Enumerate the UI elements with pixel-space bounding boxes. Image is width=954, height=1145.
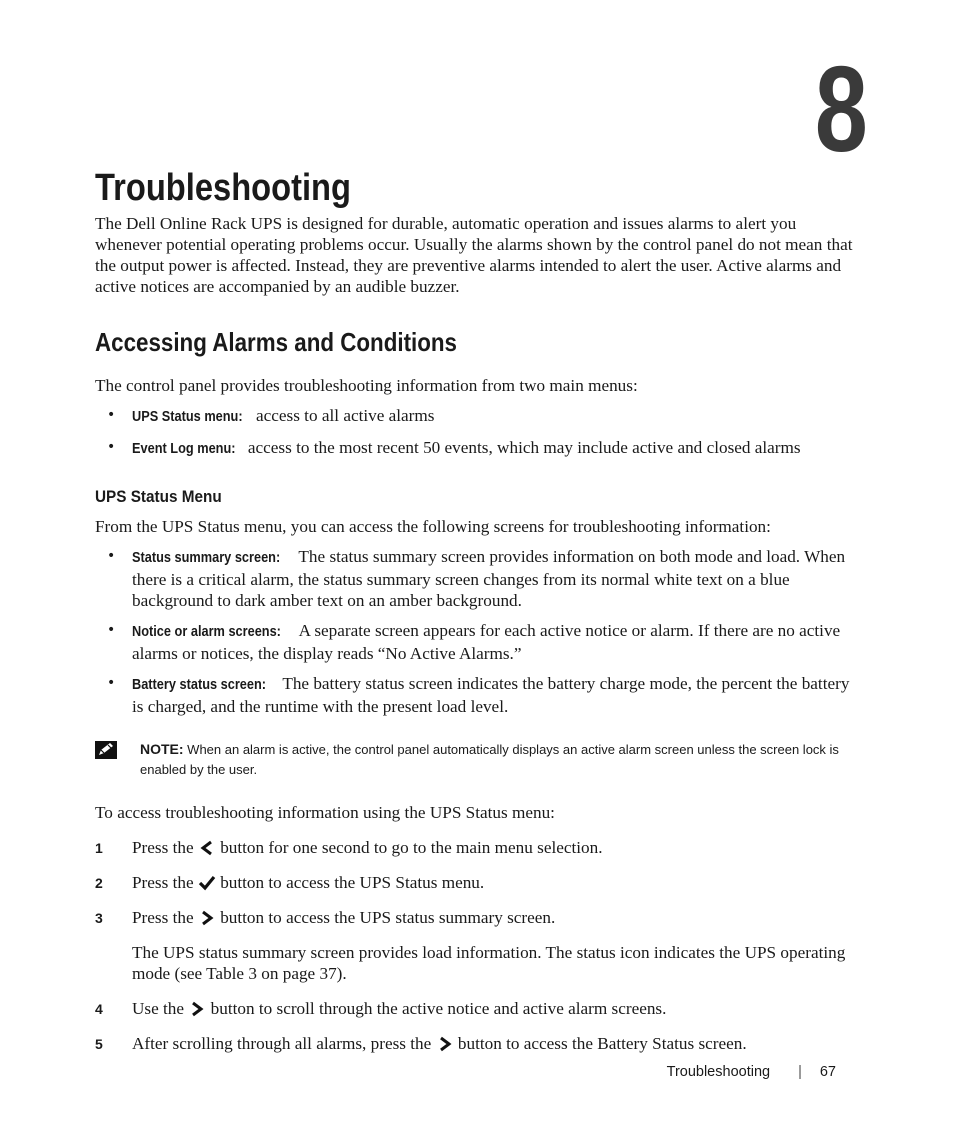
step-text-after: button to access the UPS status summary screen. [215, 908, 556, 927]
screen-list [95, 546, 855, 717]
step-item [95, 998, 855, 1019]
list-item-text: The status summary screen provides information on both mode and load. When there is a critical alarm, the status summary screen changes from its normal white text on a blue background to dark amber text on an amber background. [132, 547, 846, 610]
note-text [140, 739, 855, 780]
chevron-right-icon [436, 1036, 454, 1052]
list-item-text: The battery status screen indicates the battery charge mode, the percent the battery is charged, and the runtime with the present load level. [132, 674, 850, 716]
step-item [95, 907, 855, 928]
menu-list [95, 405, 855, 460]
list-item: • Event Log menu: access to the most recent 50 events, which may include active and closed alarms [95, 437, 855, 460]
step-text-before: Use the [132, 999, 185, 1018]
list-item-term: Battery status screen: [132, 677, 267, 693]
note-body: When an alarm is active, the control panel automatically displays an active alarm screen unless the screen lock is enabled by the user. [140, 742, 839, 777]
list-item-text: access to all active alarms [251, 406, 435, 425]
step-text-after: button for one second to go to the main menu selection. [215, 838, 603, 857]
footer-separator: | [798, 1064, 802, 1080]
subsection-heading: UPS Status Menu [95, 487, 222, 506]
list-item-text: A separate screen appears for each active notice or alarm. If there are no active alarms or notices, the display reads “No Active Alarms.” [132, 621, 841, 663]
list-item-term: Status summary screen: [132, 550, 281, 566]
step-number: 5 [95, 1036, 103, 1052]
step-text-before: After scrolling through all alarms, press the [132, 1034, 432, 1053]
list-item-term: Event Log menu: [132, 441, 236, 457]
step-number: 1 [95, 840, 103, 856]
chevron-right-icon [188, 1001, 206, 1017]
footer-section-name: Troubleshooting [666, 1064, 771, 1080]
chapter-title: Troubleshooting [95, 167, 351, 209]
page-number: 67 [819, 1064, 836, 1080]
section-heading: Accessing Alarms and Conditions [95, 327, 457, 357]
page-footer [667, 1064, 836, 1080]
note-label: NOTE: [140, 741, 184, 757]
chevron-right-icon [198, 910, 216, 926]
step-text-after: button to access the UPS Status menu. [215, 873, 485, 892]
step-text-after: button to access the Battery Status screen. [453, 1034, 747, 1053]
steps-lead: To access troubleshooting information using the UPS Status menu: [95, 803, 555, 822]
step-item [95, 1033, 855, 1054]
list-item: • UPS Status menu: access to all active alarms [95, 405, 855, 428]
chapter-number: 8 [815, 41, 868, 177]
step-detail: The UPS status summary screen provides load information. The status icon indicates the UPS operating mode (see Table 3 on page 37). [132, 943, 846, 983]
step-number: 3 [95, 910, 103, 926]
step-item [95, 872, 855, 893]
list-item: • Battery status screen: The battery status screen indicates the battery charge mode, the percent the battery is charged, and the runtime with the present load level. [107, 674, 850, 716]
steps-list [95, 837, 855, 928]
step-text-before: Press the [132, 873, 194, 892]
step-text-after: button to scroll through the active notice and active alarm screens. [206, 999, 667, 1018]
step-number: 2 [95, 875, 103, 891]
list-item-text: access to the most recent 50 events, which may include active and closed alarms [243, 438, 801, 457]
note-pencil-icon [95, 741, 117, 759]
intro-paragraph: The Dell Online Rack UPS is designed for durable, automatic operation and issues alarms to alert you whenever potential operating problems occur. Usually the alarms shown by the control panel do not mean that the output power is affected. Instead, they are preventive alarms intended to alert the user. Active alarms and active notices are accompanied by an audible buzzer. [95, 214, 853, 296]
list-item: • Notice or alarm screens: A separate screen appears for each active notice or alarm. If there are no active alarms or notices, the display reads “No Active Alarms.” [107, 621, 841, 663]
chevron-left-icon [198, 840, 216, 856]
subsection-lead: From the UPS Status menu, you can access the following screens for troubleshooting information: [95, 517, 771, 536]
page-content [95, 213, 855, 1054]
list-item: • Status summary screen: The status summary screen provides information on both mode and load. When there is a critical alarm, the status summary screen changes from its normal white text on a blue background to dark amber text on an amber background. [107, 547, 846, 610]
steps-list-continued [95, 998, 855, 1054]
note-box [95, 739, 855, 780]
list-item-term: Notice or alarm screens: [132, 624, 281, 640]
step-text-before: Press the [132, 838, 194, 857]
checkmark-icon [198, 875, 216, 891]
step-number: 4 [95, 1001, 103, 1017]
section-lead: The control panel provides troubleshooting information from two main menus: [95, 376, 638, 395]
list-item-term: UPS Status menu: [132, 409, 243, 425]
step-text-before: Press the [132, 908, 194, 927]
step-item [95, 837, 855, 858]
